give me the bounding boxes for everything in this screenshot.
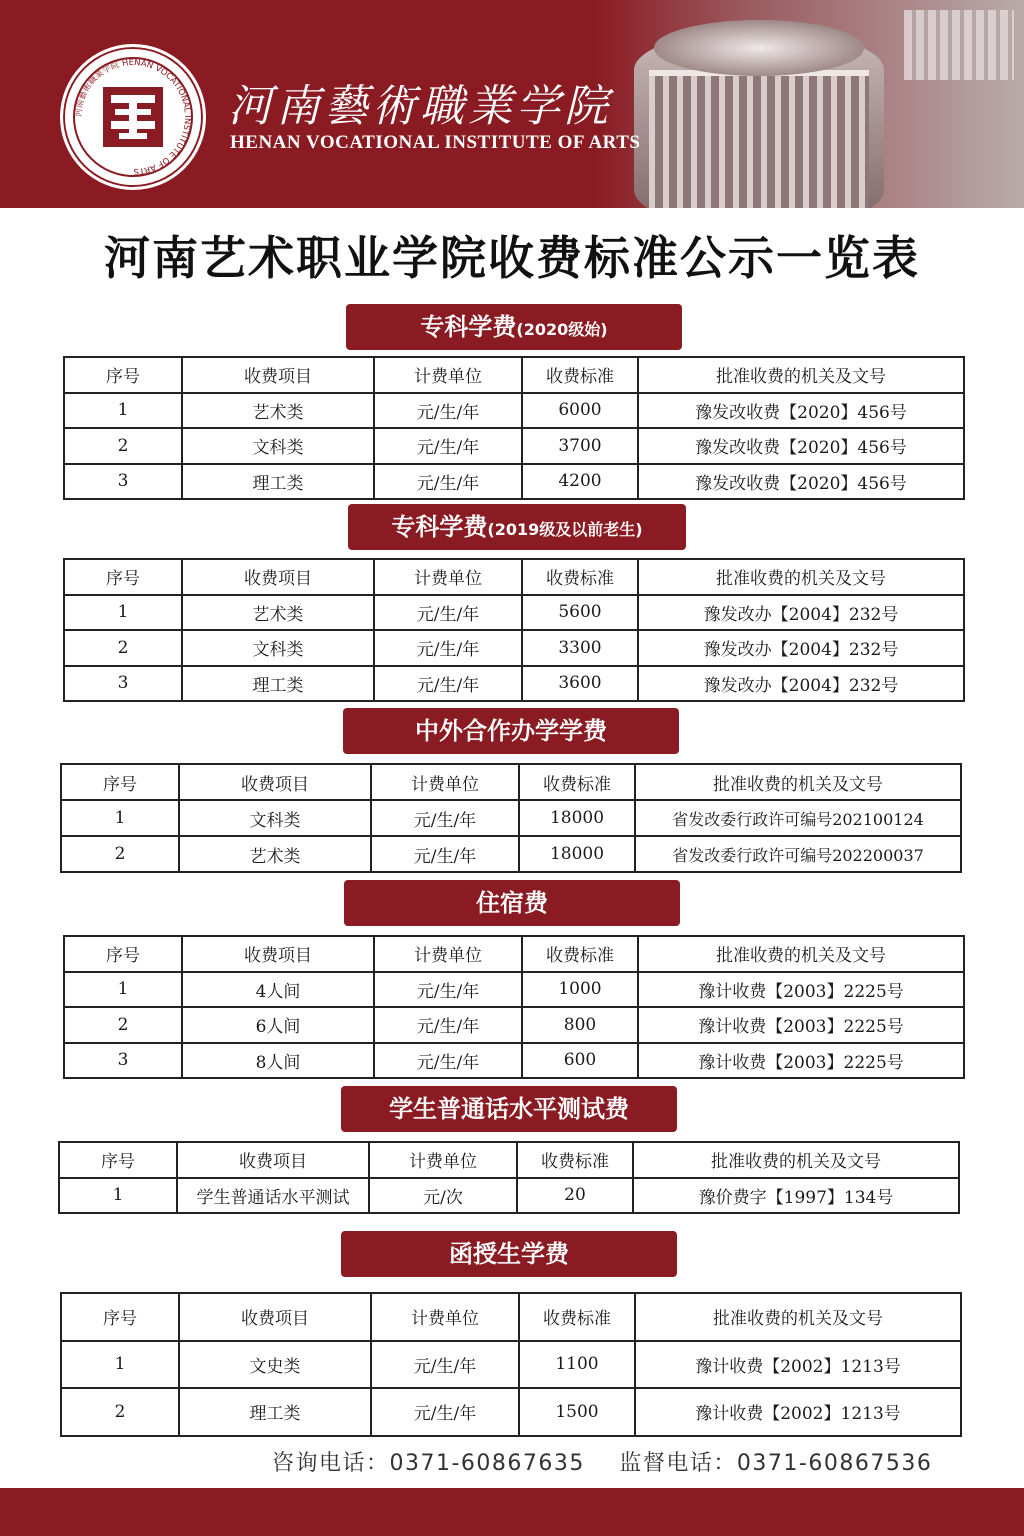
table-cell: 4人间 xyxy=(182,972,374,1008)
table-cell: 3 xyxy=(64,1043,182,1079)
column-header: 批准收费的机关及文号 xyxy=(635,1293,961,1341)
table-row xyxy=(64,464,964,500)
column-header: 计费单位 xyxy=(374,559,522,595)
section-title: 学生普通话水平测试费 xyxy=(389,1095,629,1123)
column-header: 序号 xyxy=(64,357,182,393)
svg-text:河南藝術職業学院 HENAN VOCATIONAL INST: 河南藝術職業学院 HENAN VOCATIONAL INSTITUTE OF ARTS xyxy=(73,57,193,177)
table-cell: 2 xyxy=(64,630,182,666)
table-row xyxy=(61,836,961,872)
column-header: 序号 xyxy=(61,764,179,800)
table-header-row xyxy=(64,936,964,972)
fee-table xyxy=(63,935,965,1079)
section-banner xyxy=(341,1231,677,1277)
column-header: 收费项目 xyxy=(182,559,374,595)
table-header-row xyxy=(64,357,964,393)
section-banner xyxy=(346,304,682,350)
table-cell: 元/生/年 xyxy=(374,393,522,429)
table-cell: 元/生/年 xyxy=(374,428,522,464)
table-cell: 豫计收费【2002】1213号 xyxy=(635,1388,961,1436)
column-header: 收费标准 xyxy=(522,559,638,595)
table-cell: 1 xyxy=(61,1341,179,1389)
table-cell: 元/生/年 xyxy=(371,1341,519,1389)
table-cell: 豫计收费【2003】2225号 xyxy=(638,972,964,1008)
section-subtitle: (2020级始) xyxy=(516,320,608,339)
table-cell: 元/生/年 xyxy=(374,666,522,702)
table-row xyxy=(61,800,961,836)
table-cell: 1 xyxy=(64,393,182,429)
section-title: 专科学费 xyxy=(420,313,517,341)
fee-table xyxy=(58,1141,960,1214)
page-title: 河南艺术职业学院收费标准公示一览表 xyxy=(104,231,920,285)
table-cell: 元/生/年 xyxy=(374,630,522,666)
column-header: 计费单位 xyxy=(371,1293,519,1341)
table-cell: 元/生/年 xyxy=(374,1043,522,1079)
table-cell: 4200 xyxy=(522,464,638,500)
table-cell: 2 xyxy=(64,1007,182,1043)
table-cell: 3300 xyxy=(522,630,638,666)
table-cell: 元/生/年 xyxy=(371,836,519,872)
emblem-seal-mark xyxy=(99,83,167,151)
consult-phone: 咨询电话：0371-60867635 xyxy=(272,1451,585,1476)
column-header: 收费项目 xyxy=(182,357,374,393)
column-header: 序号 xyxy=(59,1142,177,1178)
column-header: 批准收费的机关及文号 xyxy=(638,559,964,595)
table-header-row xyxy=(61,764,961,800)
column-header: 序号 xyxy=(64,936,182,972)
table-cell: 1500 xyxy=(519,1388,635,1436)
table-row xyxy=(64,666,964,702)
table-cell: 文科类 xyxy=(179,800,371,836)
column-header: 序号 xyxy=(61,1293,179,1341)
table-cell: 18000 xyxy=(519,836,635,872)
section-title: 函授生学费 xyxy=(449,1240,569,1268)
table-cell: 豫价费字【1997】134号 xyxy=(633,1178,959,1214)
column-header: 收费项目 xyxy=(179,764,371,800)
table-cell: 豫计收费【2002】1213号 xyxy=(635,1341,961,1389)
table-cell: 艺术类 xyxy=(182,393,374,429)
column-header: 收费标准 xyxy=(522,357,638,393)
fee-table xyxy=(60,1292,962,1437)
section-banner xyxy=(344,880,680,926)
column-header: 收费标准 xyxy=(522,936,638,972)
table-cell: 1 xyxy=(64,972,182,1008)
table-cell: 豫发改收费【2020】456号 xyxy=(638,464,964,500)
table-row xyxy=(61,1388,961,1436)
fee-table xyxy=(63,558,965,702)
column-header: 批准收费的机关及文号 xyxy=(633,1142,959,1178)
footer-contact xyxy=(272,1446,958,1477)
section-banner xyxy=(348,504,686,550)
table-cell: 文史类 xyxy=(179,1341,371,1389)
table-cell: 元/生/年 xyxy=(371,1388,519,1436)
table-cell: 豫计收费【2003】2225号 xyxy=(638,1007,964,1043)
table-cell: 元/生/年 xyxy=(374,972,522,1008)
table-cell: 豫发改办【2004】232号 xyxy=(638,630,964,666)
column-header: 计费单位 xyxy=(369,1142,517,1178)
table-cell: 3700 xyxy=(522,428,638,464)
column-header: 收费项目 xyxy=(182,936,374,972)
column-header: 计费单位 xyxy=(374,357,522,393)
table-cell: 元/生/年 xyxy=(374,595,522,631)
table-cell: 18000 xyxy=(519,800,635,836)
table-cell: 豫发改收费【2020】456号 xyxy=(638,428,964,464)
supervise-phone: 监督电话：0371-60867536 xyxy=(619,1451,933,1476)
table-cell: 艺术类 xyxy=(182,595,374,631)
table-cell: 豫发改办【2004】232号 xyxy=(638,666,964,702)
table-row xyxy=(61,1341,961,1389)
table-cell: 理工类 xyxy=(182,464,374,500)
section-title: 住宿费 xyxy=(476,889,548,917)
table-row xyxy=(64,630,964,666)
section-banner xyxy=(341,1086,677,1132)
section-banner xyxy=(343,708,679,754)
header-banner xyxy=(0,0,1024,208)
column-header: 批准收费的机关及文号 xyxy=(638,936,964,972)
table-cell: 800 xyxy=(522,1007,638,1043)
rotunda-roof xyxy=(654,20,864,76)
table-cell: 2 xyxy=(64,428,182,464)
table-cell: 3 xyxy=(64,464,182,500)
footer-bar xyxy=(0,1488,1024,1536)
table-header-row xyxy=(59,1142,959,1178)
background-building xyxy=(904,10,1014,80)
table-cell: 2 xyxy=(61,1388,179,1436)
table-cell: 3600 xyxy=(522,666,638,702)
school-emblem-logo xyxy=(60,44,206,190)
column-header: 批准收费的机关及文号 xyxy=(635,764,961,800)
table-cell: 1100 xyxy=(519,1341,635,1389)
table-cell: 1 xyxy=(61,800,179,836)
table-row xyxy=(64,972,964,1008)
rotunda-columns xyxy=(649,70,869,208)
table-cell: 元/次 xyxy=(369,1178,517,1214)
table-cell: 3 xyxy=(64,666,182,702)
table-cell: 元/生/年 xyxy=(374,464,522,500)
table-cell: 20 xyxy=(517,1178,633,1214)
campus-photo xyxy=(594,0,1024,208)
column-header: 计费单位 xyxy=(374,936,522,972)
table-cell: 6000 xyxy=(522,393,638,429)
table-cell: 省发改委行政许可编号202200037 xyxy=(635,836,961,872)
table-header-row xyxy=(61,1293,961,1341)
table-row xyxy=(64,393,964,429)
column-header: 收费标准 xyxy=(519,764,635,800)
column-header: 收费项目 xyxy=(179,1293,371,1341)
column-header: 收费标准 xyxy=(517,1142,633,1178)
fee-table xyxy=(60,763,962,873)
table-cell: 600 xyxy=(522,1043,638,1079)
table-cell: 1 xyxy=(59,1178,177,1214)
table-cell: 2 xyxy=(61,836,179,872)
fee-table xyxy=(63,356,965,500)
table-row xyxy=(64,1043,964,1079)
column-header: 收费标准 xyxy=(519,1293,635,1341)
logo-chinese-name: 河南藝術職業学院 xyxy=(228,81,612,132)
section-subtitle: (2019级及以前老生) xyxy=(487,520,643,539)
table-row xyxy=(59,1178,959,1214)
table-cell: 文科类 xyxy=(182,428,374,464)
column-header: 计费单位 xyxy=(371,764,519,800)
table-cell: 文科类 xyxy=(182,630,374,666)
column-header: 收费项目 xyxy=(177,1142,369,1178)
table-cell: 学生普通话水平测试 xyxy=(177,1178,369,1214)
table-cell: 元/生/年 xyxy=(371,800,519,836)
table-row xyxy=(64,1007,964,1043)
table-cell: 1 xyxy=(64,595,182,631)
table-cell: 1000 xyxy=(522,972,638,1008)
table-row xyxy=(64,428,964,464)
section-title: 中外合作办学学费 xyxy=(415,717,607,745)
table-cell: 5600 xyxy=(522,595,638,631)
table-cell: 艺术类 xyxy=(179,836,371,872)
table-cell: 豫计收费【2003】2225号 xyxy=(638,1043,964,1079)
table-cell: 省发改委行政许可编号202100124 xyxy=(635,800,961,836)
table-header-row xyxy=(64,559,964,595)
section-title: 专科学费 xyxy=(391,513,488,541)
table-cell: 8人间 xyxy=(182,1043,374,1079)
table-cell: 元/生/年 xyxy=(374,1007,522,1043)
table-cell: 理工类 xyxy=(182,666,374,702)
table-row xyxy=(64,595,964,631)
table-cell: 豫发改办【2004】232号 xyxy=(638,595,964,631)
table-cell: 6人间 xyxy=(182,1007,374,1043)
column-header: 批准收费的机关及文号 xyxy=(638,357,964,393)
logo-english-name: HENAN VOCATIONAL INSTITUTE OF ARTS xyxy=(230,132,641,153)
table-cell: 理工类 xyxy=(179,1388,371,1436)
column-header: 序号 xyxy=(64,559,182,595)
table-cell: 豫发改收费【2020】456号 xyxy=(638,393,964,429)
